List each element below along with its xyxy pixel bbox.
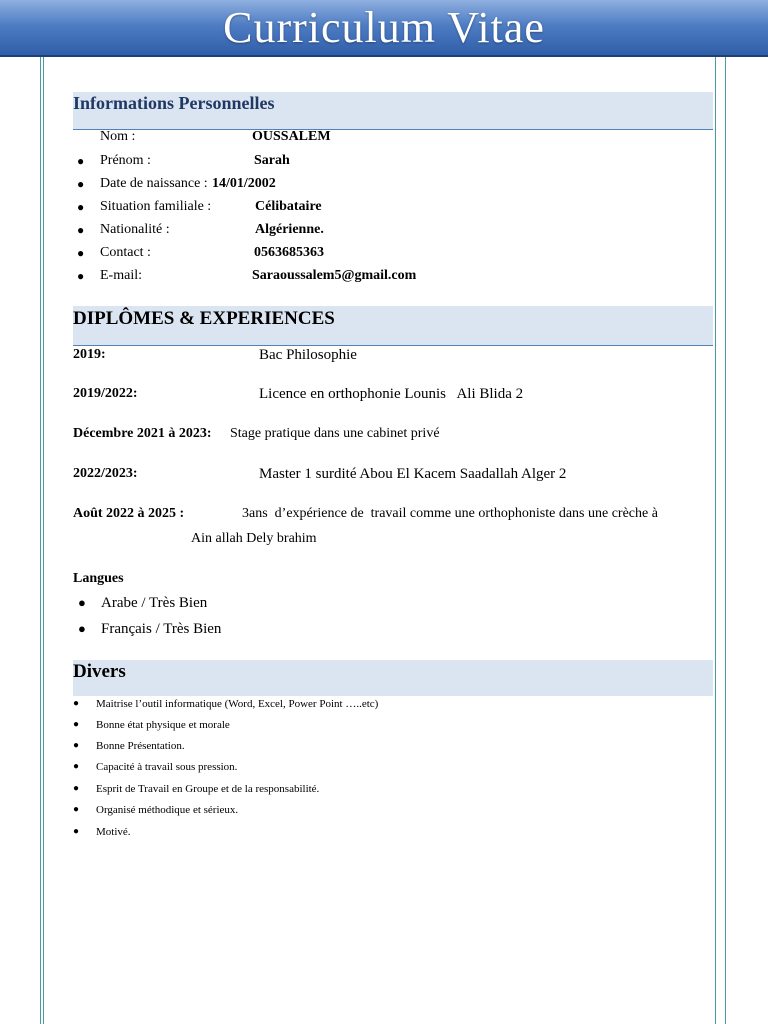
experience-date: Décembre 2021 à 2023: [73,426,212,441]
language-text: Arabe / Très Bien [101,595,208,611]
experience-date: 2022/2023: [73,466,138,481]
bullet-icon: ● [73,698,80,709]
info-row-date-naissance [73,174,713,194]
experience-text: Stage pratique dans une cabinet privé [230,426,440,441]
bullet-icon: ● [77,177,85,191]
bullet-icon: ● [77,269,85,283]
experience-item [73,423,713,445]
divers-section-band [73,660,713,696]
language-text: Français / Très Bien [101,621,222,637]
bullet-icon: ● [73,740,80,751]
bullet-icon: ● [73,719,80,730]
bullet-icon: ● [78,595,86,610]
divers-text: Capacité à travail sous pression. [96,761,238,773]
experience-item [73,463,713,485]
bullet-icon: ● [77,246,85,260]
divers-text: Bonne état physique et morale [96,719,230,731]
info-label: Prénom : [100,153,151,168]
info-row-prenom [73,151,713,171]
divers-text: Maitrise l’outil informatique (Word, Excel, Power Point …..etc) [96,698,379,710]
divers-text: Esprit de Travail en Groupe et de la responsabilité. [96,783,320,795]
info-row-nom [73,127,713,147]
info-value: Algérienne. [255,222,324,237]
info-row-email [73,266,713,286]
info-label: Situation familiale : [100,199,212,214]
info-label: Nationalité : [100,222,170,237]
bullet-icon: ● [78,621,86,636]
info-value: OUSSALEM [252,129,331,144]
right-border-line-inner [715,57,716,1024]
experience-text: Bac Philosophie [259,347,357,363]
divers-text: Motivé. [96,826,131,838]
languages-title: Langues [73,571,124,586]
email-value: Saraoussalem5@gmail.com [252,268,417,283]
experience-item [73,344,713,366]
info-label: E-mail: [100,268,142,283]
experience-item [73,503,713,551]
experience-date: Août 2022 à 2025 : [73,506,185,521]
bullet-icon: ● [77,223,85,237]
experience-date: 2019: [73,347,106,362]
divers-text: Organisé méthodique et sérieux. [96,804,239,816]
info-value: 0563685363 [254,245,324,260]
experience-section-title: DIPLÔMES & EXPERIENCES [73,308,335,329]
info-label: Date de naissance : [100,176,208,191]
bullet-icon: ● [77,154,85,168]
bullet-icon: ● [73,826,80,837]
page-title: Curriculum Vitae [223,3,545,52]
experience-text: Licence en orthophonie Lounis Ali Blida 2 [259,386,524,402]
info-label: Contact : [100,245,151,260]
divers-text: Bonne Présentation. [96,740,185,752]
bullet-icon: ● [73,804,80,815]
bullet-icon: ● [73,761,80,772]
personal-section-title: Informations Personnelles [73,93,275,113]
bullet-icon: ● [77,200,85,214]
info-row-contact [73,243,713,263]
experience-text: Master 1 surdité Abou El Kacem Saadallah Alger 2 [259,466,567,482]
experience-item [73,383,713,405]
experience-date: 2019/2022: [73,386,138,401]
info-value: 14/01/2002 [212,176,276,191]
header-banner [0,0,768,57]
experience-text: 3ans d’expérience de travail comme une orthophoniste dans une crèche à [242,506,658,521]
experience-text-continued: Ain allah Dely brahim [191,531,317,546]
divers-section-title: Divers [73,661,126,682]
info-value: Sarah [254,153,290,168]
bullet-icon: ● [73,783,80,794]
left-border-line-inner [43,57,44,1024]
left-border-line [40,57,41,1024]
info-row-nationalite [73,220,713,240]
info-label: Nom : [100,129,136,144]
info-row-situation [73,197,713,217]
info-value: Célibataire [255,199,322,214]
right-border-line [725,57,726,1024]
